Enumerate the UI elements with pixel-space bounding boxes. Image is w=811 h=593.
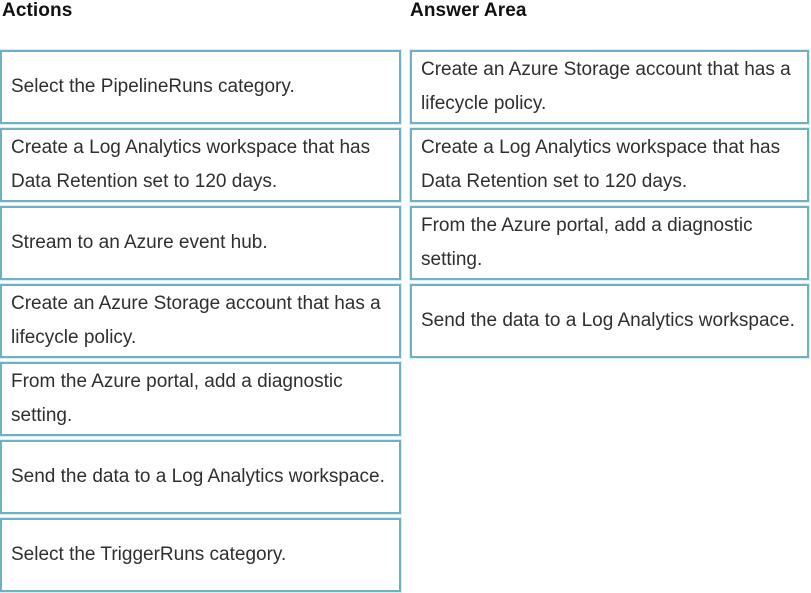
action-card-label: Select the TriggerRuns category. — [11, 543, 287, 565]
answer-slot-card-label: Create an Azure Storage account that has a lifecycle policy. — [421, 58, 791, 114]
answer-area-column-title: Answer Area — [410, 0, 527, 21]
action-card[interactable] — [0, 284, 401, 358]
answer-slot-card-label: Send the data to a Log Analytics workspace. — [421, 309, 795, 331]
action-card-label: Select the PipelineRuns category. — [11, 75, 295, 97]
action-card-label: From the Azure portal, add a diagnostic setting. — [11, 370, 343, 426]
answer-slot-card[interactable] — [410, 284, 809, 358]
action-card[interactable] — [0, 50, 401, 124]
action-card-label: Create an Azure Storage account that has a lifecycle policy. — [11, 292, 381, 348]
action-card[interactable] — [0, 518, 401, 592]
actions-column-title: Actions — [2, 0, 73, 21]
actions-column — [0, 50, 401, 592]
action-card-label: Stream to an Azure event hub. — [11, 231, 268, 253]
answer-slot-card-label: Create a Log Analytics workspace that has Data Retention set to 120 days. — [421, 136, 781, 192]
action-card[interactable] — [0, 128, 401, 202]
action-card-label: Create a Log Analytics workspace that has Data Retention set to 120 days. — [11, 136, 371, 192]
answer-slot-card[interactable] — [410, 206, 809, 280]
action-card[interactable] — [0, 362, 401, 436]
answer-slot-card[interactable] — [410, 50, 809, 124]
action-card[interactable] — [0, 206, 401, 280]
action-card[interactable] — [0, 440, 401, 514]
answer-area-column — [410, 50, 809, 358]
action-card-label: Send the data to a Log Analytics workspace. — [11, 465, 385, 487]
answer-slot-card-label: From the Azure portal, add a diagnostic setting. — [421, 214, 753, 270]
answer-slot-card[interactable] — [410, 128, 809, 202]
